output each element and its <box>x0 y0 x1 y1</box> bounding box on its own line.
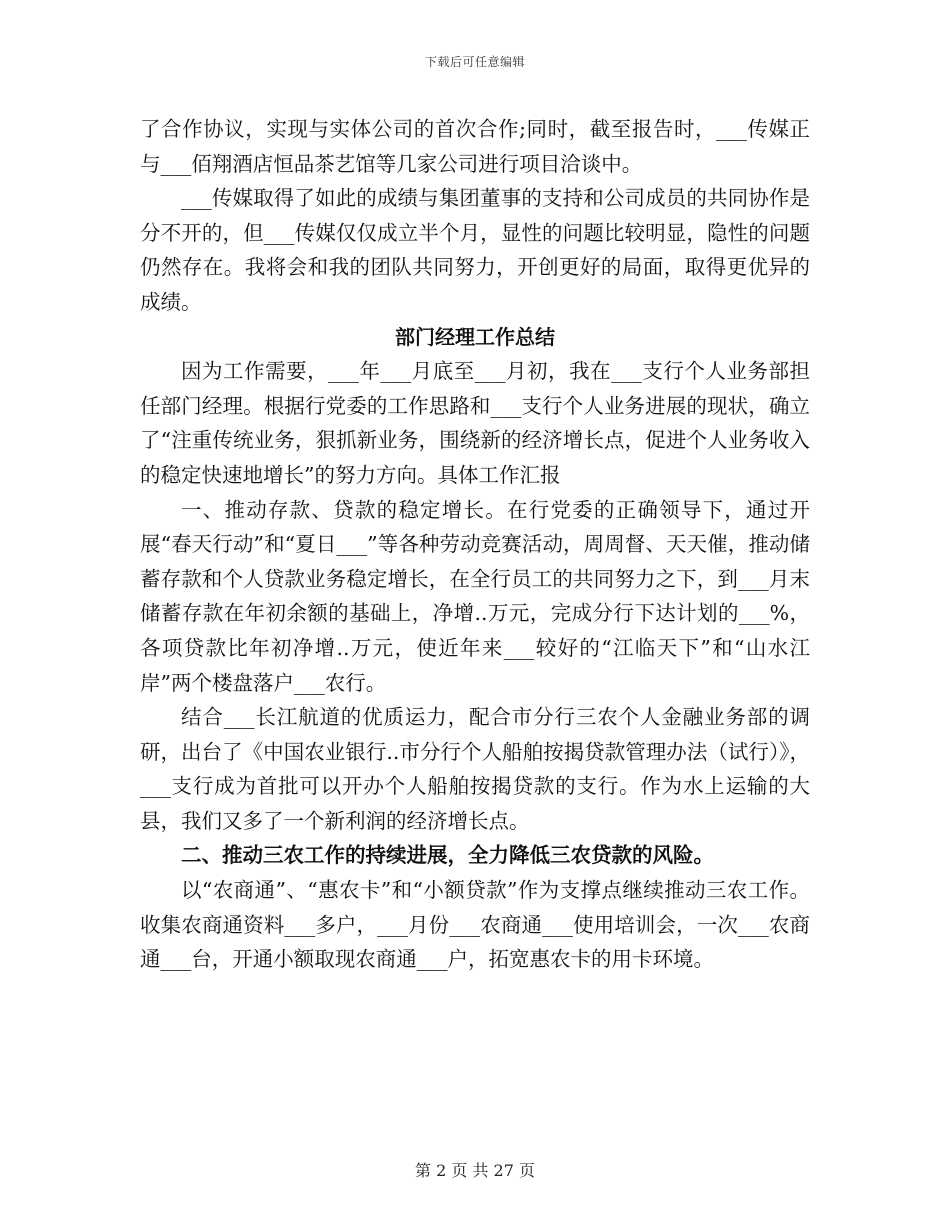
subsection-heading-two: 二、推动三农工作的持续进展，全力降低三农贷款的风险。 <box>181 843 714 868</box>
paragraph-rural-work: 以“农商通”、“惠农卡”和“小额贷款”作为支撑点继续推动三农工作。收集农商通资料___多户，___月份___农商通___使用培训会，一次___农商通___台，开通小额取现农商通___户，拓宽惠农卡的用卡环境。 <box>140 878 810 972</box>
paragraph-continuation: 了合作协议，实现与实体公司的首次合作;同时，截至报告时，___传媒正与___佰翔酒店恒品茶艺馆等几家公司进行项目洽谈中。 <box>140 117 810 176</box>
paragraph-shipping-loans: 结合___长江航道的优质运力，配合市分行三农个人金融业务部的调研，出台了《中国农业银行..市分行个人船舶按揭贷款管理办法（试行）》，___支行成为首批可以开办个人船舶按揭贷款的支行。作为水上运输的大县，我们又多了一个新利润的经济增长点。 <box>140 705 810 833</box>
paragraph-summary: ___传媒取得了如此的成绩与集团董事的支持和公司成员的共同协作是分不开的，但___传媒仅仅成立半个月，显性的问题比较明显，隐性的问题仍然存在。我将会和我的团队共同努力，开创更好的局面，取得更优异的成绩。 <box>140 186 810 314</box>
section-title: 部门经理工作总结 <box>395 324 555 349</box>
paragraph-item-one: 一、推动存款、贷款的稳定增长。在行党委的正确领导下，通过开展“春天行动”和“夏日___”等各种劳动竞赛活动，周周督、天天催，推动储蓄存款和个人贷款业务稳定增长，在全行员工的共同努力之下，到___月末储蓄存款在年初余额的基础上，净增..万元，完成分行下达计划的___%，各项贷款比年初净增..万元，使近年来___较好的“江临天下”和“山水江岸”两个楼盘落户___农行。 <box>140 497 810 695</box>
page-number: 第 2 页 共 27 页 <box>415 1161 535 1180</box>
document-body <box>140 112 810 977</box>
paragraph-intro: 因为工作需要，___年___月底至___月初，我在___支行个人业务部担任部门经理。根据行党委的工作思路和___支行个人业务进展的现状，确立了“注重传统业务，狠抓新业务，围绕新的经济增长点，促进个人业务收入的稳定快速地增长”的努力方向。具体工作汇报 <box>140 359 810 487</box>
page-header: 下载后可任意编辑 <box>424 55 525 69</box>
